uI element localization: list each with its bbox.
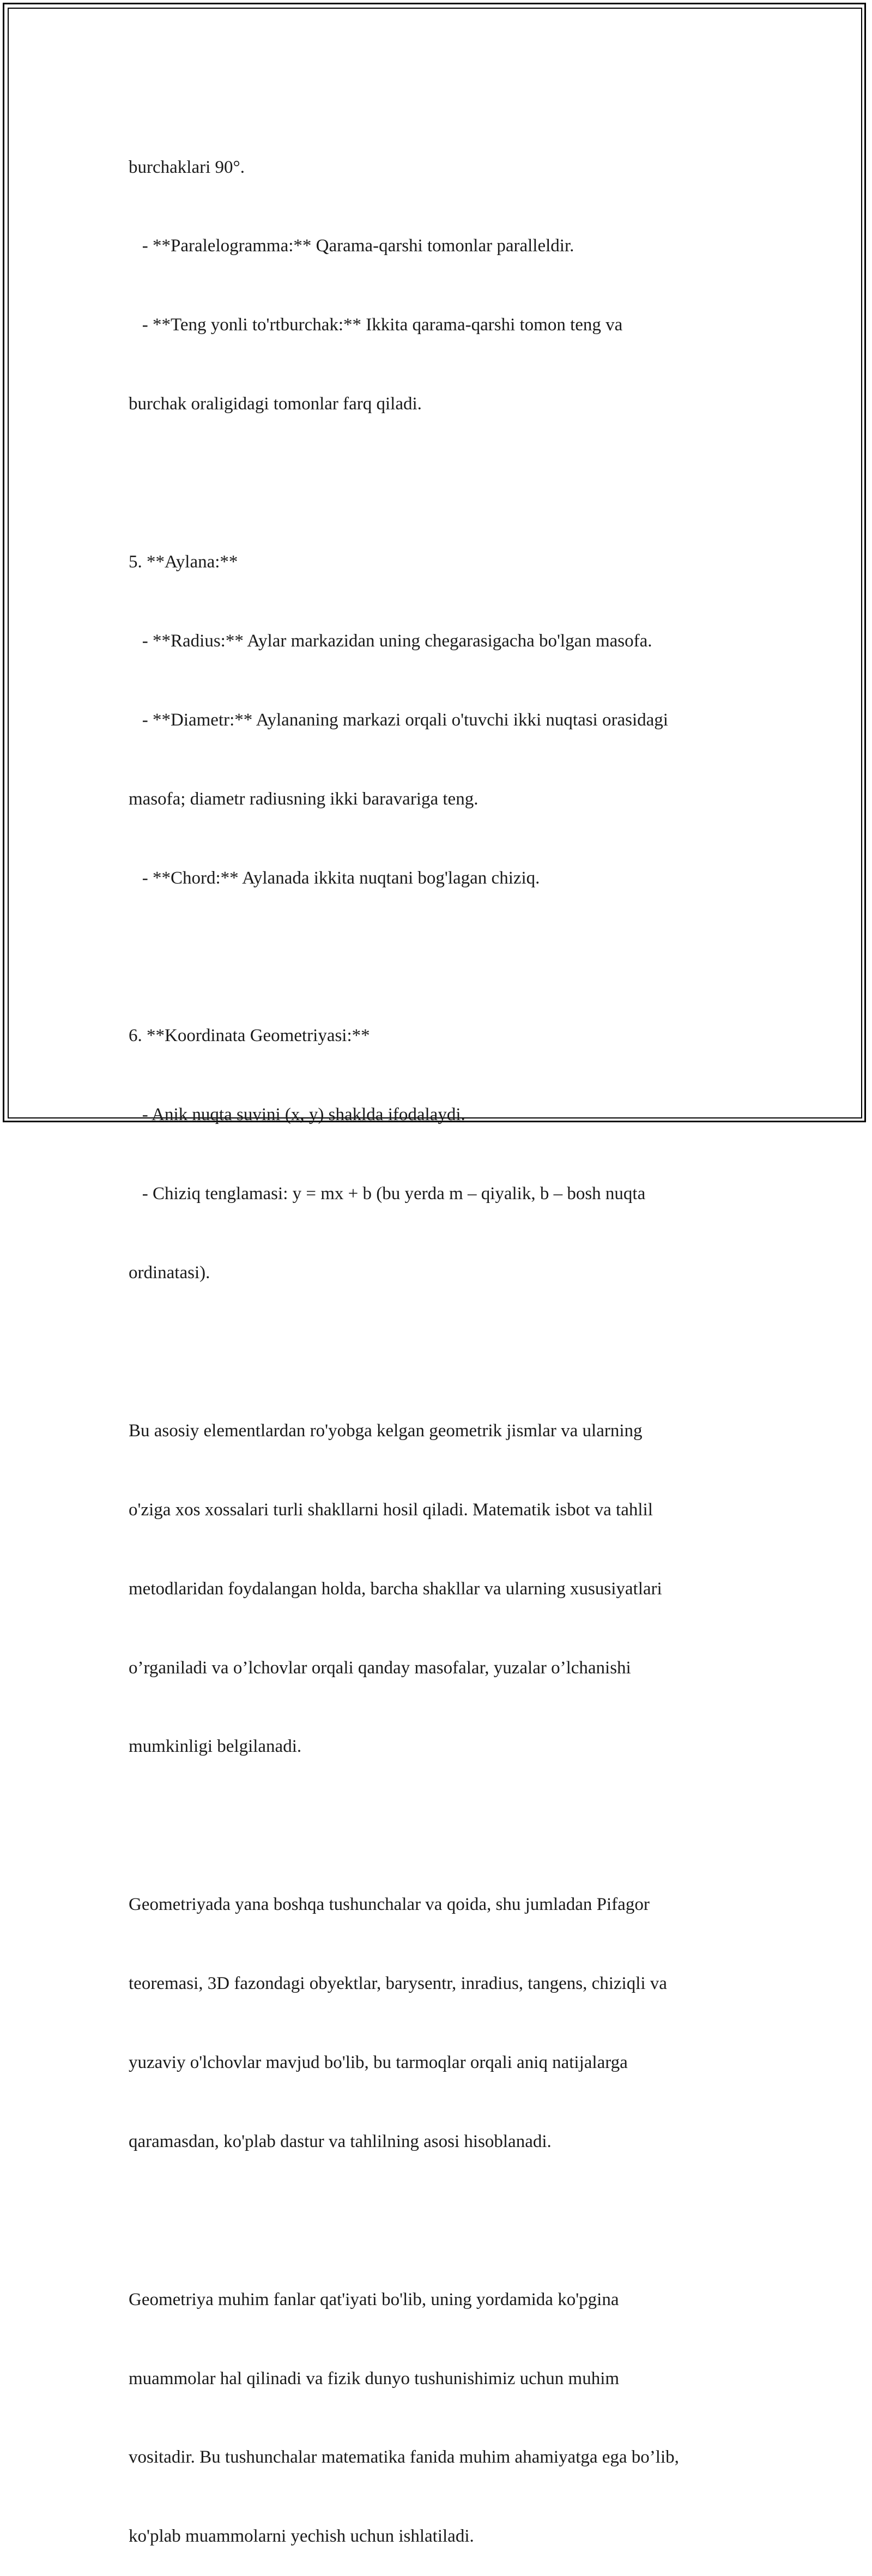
paragraph-line: yuzaviy o'lchovlar mavjud bo'lib, bu tarmoqlar orqali aniq natijalarga [129,2052,628,2072]
list-item-teng-yonli: - **Teng yonli to'rtburchak:** Ikkita qarama-qarshi tomon teng va [129,315,623,335]
blank-line [129,470,750,496]
paragraph-line: qaramasdan, ko'plab dastur va tahlilning asosi hisoblanadi. [129,2131,552,2151]
list-item-nuqta: - Anik nuqta suvini (x, y) shaklda ifodalaydi. [129,1105,465,1125]
document-body [129,101,750,2576]
text-line: burchaklari 90°. [129,157,245,177]
list-item-chiziq: - Chiziq tenglamasi: y = mx + b (bu yerda m – qiyalik, b – bosh nuqta [129,1184,646,1204]
paragraph-line: muammolar hal qilinadi va fizik dunyo tushunishimiz uchun muhim [129,2368,620,2388]
section-heading-koordinata: 6. **Koordinata Geometriyasi:** [129,1026,370,1046]
paragraph-line: teoremasi, 3D fazondagi obyektlar, barysentr, inradius, tangens, chiziqli va [129,1974,667,1994]
text-line: masofa; diametr radiusning ikki baravariga teng. [129,789,479,809]
list-item-radius: - **Radius:** Aylar markazidan uning chegarasigacha bo'lgan masofa. [129,631,652,651]
list-item-diametr: - **Diametr:** Aylananing markazi orqali o'tuvchi ikki nuqtasi orasidagi [129,710,668,730]
paragraph-line: Geometriyada yana boshqa tushunchalar va qoida, shu jumladan Pifagor [129,1895,650,1915]
paragraph-line: Bu asosiy elementlardan ro'yobga kelgan geometrik jismlar va ularning [129,1420,643,1441]
paragraph-line: ko'plab muammolarni yechish uchun ishlatiladi. [129,2526,474,2547]
blank-line [129,1339,750,1365]
paragraph-line: o’rganiladi va o’lchovlar orqali qanday masofalar, yuzalar o’lchanishi [129,1658,631,1678]
text-line: burchak oraligidagi tomonlar farq qiladi. [129,394,422,414]
list-item-paralelogramma: - **Paralelogramma:** Qarama-qarshi tomonlar paralleldir. [129,236,574,256]
paragraph-line: o'ziga xos xossalari turli shakllarni hosil qiladi. Matematik isbot va tahlil [129,1499,653,1520]
blank-line [129,1812,750,1839]
list-item-chord: - **Chord:** Aylanada ikkita nuqtani bog'lagan chiziq. [129,868,540,888]
section-heading-aylana: 5. **Aylana:** [129,552,238,572]
paragraph-line: vositadir. Bu tushunchalar matematika fanida muhim ahamiyatga ega bo’lib, [129,2447,679,2468]
text-line: ordinatasi). [129,1263,210,1283]
blank-line [129,944,750,970]
paragraph-line: mumkinligi belgilanadi. [129,1737,302,1757]
paragraph-line: metodlaridan foydalangan holda, barcha shakllar va ularning xususiyatlari [129,1579,662,1599]
paragraph-line: Geometriya muhim fanlar qat'iyati bo'lib, uning yordamida ko'pgina [129,2289,619,2309]
blank-line [129,2208,750,2234]
